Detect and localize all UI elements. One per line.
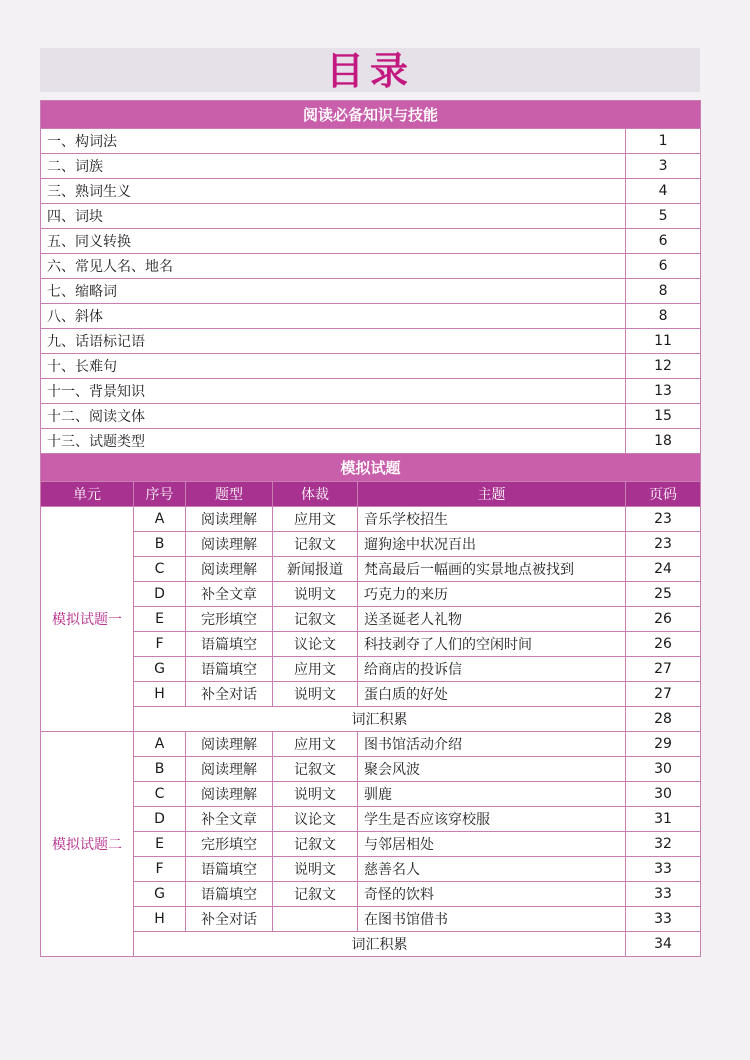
toc-item-label: 五、同义转换 bbox=[41, 229, 626, 254]
test-topic: 蛋白质的好处 bbox=[358, 682, 626, 707]
vocab-page: 28 bbox=[626, 707, 701, 732]
test-topic: 慈善名人 bbox=[358, 857, 626, 882]
toc-item-label: 十二、阅读文体 bbox=[41, 404, 626, 429]
toc-row[interactable] bbox=[41, 129, 701, 154]
toc-item-label: 四、词块 bbox=[41, 204, 626, 229]
test-row[interactable] bbox=[41, 757, 701, 782]
test-genre: 应用文 bbox=[273, 732, 358, 757]
toc-row[interactable] bbox=[41, 179, 701, 204]
test-seq: C bbox=[134, 557, 186, 582]
test-genre: 议论文 bbox=[273, 632, 358, 657]
column-header-type: 题型 bbox=[186, 482, 273, 507]
test-row[interactable] bbox=[41, 682, 701, 707]
test-genre bbox=[273, 907, 358, 932]
section-header-knowledge: 阅读必备知识与技能 bbox=[41, 101, 701, 129]
test-row[interactable] bbox=[41, 632, 701, 657]
test-genre: 记叙文 bbox=[273, 832, 358, 857]
test-genre: 说明文 bbox=[273, 857, 358, 882]
toc-item-page: 8 bbox=[626, 279, 701, 304]
toc-item-page: 11 bbox=[626, 329, 701, 354]
test-genre: 新闻报道 bbox=[273, 557, 358, 582]
test-page: 26 bbox=[626, 607, 701, 632]
test-genre: 说明文 bbox=[273, 582, 358, 607]
test-type: 阅读理解 bbox=[186, 507, 273, 532]
column-header-genre: 体裁 bbox=[273, 482, 358, 507]
test-type: 语篇填空 bbox=[186, 632, 273, 657]
toc-item-label: 二、词族 bbox=[41, 154, 626, 179]
toc-item-page: 6 bbox=[626, 229, 701, 254]
test-row[interactable] bbox=[41, 532, 701, 557]
test-topic: 图书馆活动介绍 bbox=[358, 732, 626, 757]
toc-item-label: 一、构词法 bbox=[41, 129, 626, 154]
test-page: 23 bbox=[626, 532, 701, 557]
test-row[interactable] bbox=[41, 832, 701, 857]
test-seq: E bbox=[134, 607, 186, 632]
test-page: 33 bbox=[626, 857, 701, 882]
toc-item-page: 4 bbox=[626, 179, 701, 204]
test-topic: 给商店的投诉信 bbox=[358, 657, 626, 682]
test-type: 语篇填空 bbox=[186, 857, 273, 882]
test-row[interactable] bbox=[41, 882, 701, 907]
test-page: 33 bbox=[626, 907, 701, 932]
test-topic: 驯鹿 bbox=[358, 782, 626, 807]
toc-item-page: 6 bbox=[626, 254, 701, 279]
test-type: 阅读理解 bbox=[186, 732, 273, 757]
test-seq: D bbox=[134, 582, 186, 607]
test-page: 24 bbox=[626, 557, 701, 582]
section-header-mock-tests: 模拟试题 bbox=[41, 454, 701, 482]
test-genre: 记叙文 bbox=[273, 607, 358, 632]
toc-row[interactable] bbox=[41, 429, 701, 454]
test-row[interactable] bbox=[41, 732, 701, 757]
test-seq: H bbox=[134, 682, 186, 707]
test-genre: 议论文 bbox=[273, 807, 358, 832]
toc-item-page: 13 bbox=[626, 379, 701, 404]
toc-row[interactable] bbox=[41, 204, 701, 229]
test-seq: F bbox=[134, 857, 186, 882]
test-type: 完形填空 bbox=[186, 607, 273, 632]
test-genre: 记叙文 bbox=[273, 757, 358, 782]
toc-item-label: 九、话语标记语 bbox=[41, 329, 626, 354]
test-genre: 应用文 bbox=[273, 657, 358, 682]
toc-row[interactable] bbox=[41, 254, 701, 279]
test-type: 阅读理解 bbox=[186, 757, 273, 782]
test-page: 30 bbox=[626, 782, 701, 807]
toc-item-label: 七、缩略词 bbox=[41, 279, 626, 304]
test-topic: 科技剥夺了人们的空闲时间 bbox=[358, 632, 626, 657]
test-page: 29 bbox=[626, 732, 701, 757]
test-topic: 与邻居相处 bbox=[358, 832, 626, 857]
column-header-row bbox=[41, 482, 701, 507]
column-header-unit: 单元 bbox=[41, 482, 134, 507]
test-topic: 音乐学校招生 bbox=[358, 507, 626, 532]
test-topic: 在图书馆借书 bbox=[358, 907, 626, 932]
toc-item-page: 12 bbox=[626, 354, 701, 379]
test-genre: 应用文 bbox=[273, 507, 358, 532]
test-page: 32 bbox=[626, 832, 701, 857]
toc-row[interactable] bbox=[41, 379, 701, 404]
test-row[interactable] bbox=[41, 557, 701, 582]
toc-row[interactable] bbox=[41, 354, 701, 379]
toc-row[interactable] bbox=[41, 304, 701, 329]
test-row[interactable] bbox=[41, 907, 701, 932]
test-genre: 说明文 bbox=[273, 682, 358, 707]
toc-item-label: 十三、试题类型 bbox=[41, 429, 626, 454]
toc-item-page: 5 bbox=[626, 204, 701, 229]
test-page: 27 bbox=[626, 657, 701, 682]
test-row[interactable] bbox=[41, 507, 701, 532]
test-type: 补全文章 bbox=[186, 807, 273, 832]
vocab-row[interactable] bbox=[41, 707, 701, 732]
toc-row[interactable] bbox=[41, 404, 701, 429]
test-seq: E bbox=[134, 832, 186, 857]
test-type: 完形填空 bbox=[186, 832, 273, 857]
toc-item-page: 18 bbox=[626, 429, 701, 454]
test-row[interactable] bbox=[41, 582, 701, 607]
test-page: 23 bbox=[626, 507, 701, 532]
test-type: 阅读理解 bbox=[186, 782, 273, 807]
toc-row[interactable] bbox=[41, 154, 701, 179]
title-area bbox=[40, 40, 700, 92]
test-seq: C bbox=[134, 782, 186, 807]
test-row[interactable] bbox=[41, 607, 701, 632]
unit-name: 模拟试题一 bbox=[41, 507, 134, 732]
test-topic: 送圣诞老人礼物 bbox=[358, 607, 626, 632]
test-page: 30 bbox=[626, 757, 701, 782]
test-genre: 说明文 bbox=[273, 782, 358, 807]
test-page: 27 bbox=[626, 682, 701, 707]
toc-item-page: 15 bbox=[626, 404, 701, 429]
toc-row[interactable] bbox=[41, 279, 701, 304]
toc-item-label: 八、斜体 bbox=[41, 304, 626, 329]
toc-row[interactable] bbox=[41, 329, 701, 354]
toc-item-page: 8 bbox=[626, 304, 701, 329]
test-type: 阅读理解 bbox=[186, 557, 273, 582]
test-type: 补全对话 bbox=[186, 907, 273, 932]
toc-item-page: 3 bbox=[626, 154, 701, 179]
test-topic: 梵高最后一幅画的实景地点被找到 bbox=[358, 557, 626, 582]
vocab-label: 词汇积累 bbox=[134, 932, 626, 957]
test-topic: 遛狗途中状况百出 bbox=[358, 532, 626, 557]
toc-item-label: 三、熟词生义 bbox=[41, 179, 626, 204]
column-header-topic: 主题 bbox=[358, 482, 626, 507]
vocab-label: 词汇积累 bbox=[134, 707, 626, 732]
toc-row[interactable] bbox=[41, 229, 701, 254]
toc-table bbox=[40, 100, 701, 957]
page-title: 目录 bbox=[325, 49, 414, 93]
test-seq: B bbox=[134, 757, 186, 782]
test-row[interactable] bbox=[41, 782, 701, 807]
test-topic: 聚会风波 bbox=[358, 757, 626, 782]
unit-name: 模拟试题二 bbox=[41, 732, 134, 957]
test-topic: 巧克力的来历 bbox=[358, 582, 626, 607]
toc-item-page: 1 bbox=[626, 129, 701, 154]
test-type: 补全对话 bbox=[186, 682, 273, 707]
test-page: 31 bbox=[626, 807, 701, 832]
test-row[interactable] bbox=[41, 807, 701, 832]
test-seq: G bbox=[134, 882, 186, 907]
test-genre: 记叙文 bbox=[273, 882, 358, 907]
toc-item-label: 十一、背景知识 bbox=[41, 379, 626, 404]
test-seq: F bbox=[134, 632, 186, 657]
test-type: 语篇填空 bbox=[186, 657, 273, 682]
test-type: 阅读理解 bbox=[186, 532, 273, 557]
test-row[interactable] bbox=[41, 857, 701, 882]
test-type: 补全文章 bbox=[186, 582, 273, 607]
toc-item-label: 六、常见人名、地名 bbox=[41, 254, 626, 279]
test-topic: 学生是否应该穿校服 bbox=[358, 807, 626, 832]
test-type: 语篇填空 bbox=[186, 882, 273, 907]
vocab-page: 34 bbox=[626, 932, 701, 957]
test-page: 26 bbox=[626, 632, 701, 657]
test-seq: A bbox=[134, 507, 186, 532]
column-header-page: 页码 bbox=[626, 482, 701, 507]
test-topic: 奇怪的饮料 bbox=[358, 882, 626, 907]
test-seq: B bbox=[134, 532, 186, 557]
test-page: 33 bbox=[626, 882, 701, 907]
test-page: 25 bbox=[626, 582, 701, 607]
test-row[interactable] bbox=[41, 657, 701, 682]
test-seq: H bbox=[134, 907, 186, 932]
toc-item-label: 十、长难句 bbox=[41, 354, 626, 379]
test-seq: A bbox=[134, 732, 186, 757]
test-seq: G bbox=[134, 657, 186, 682]
test-seq: D bbox=[134, 807, 186, 832]
test-genre: 记叙文 bbox=[273, 532, 358, 557]
vocab-row[interactable] bbox=[41, 932, 701, 957]
column-header-seq: 序号 bbox=[134, 482, 186, 507]
